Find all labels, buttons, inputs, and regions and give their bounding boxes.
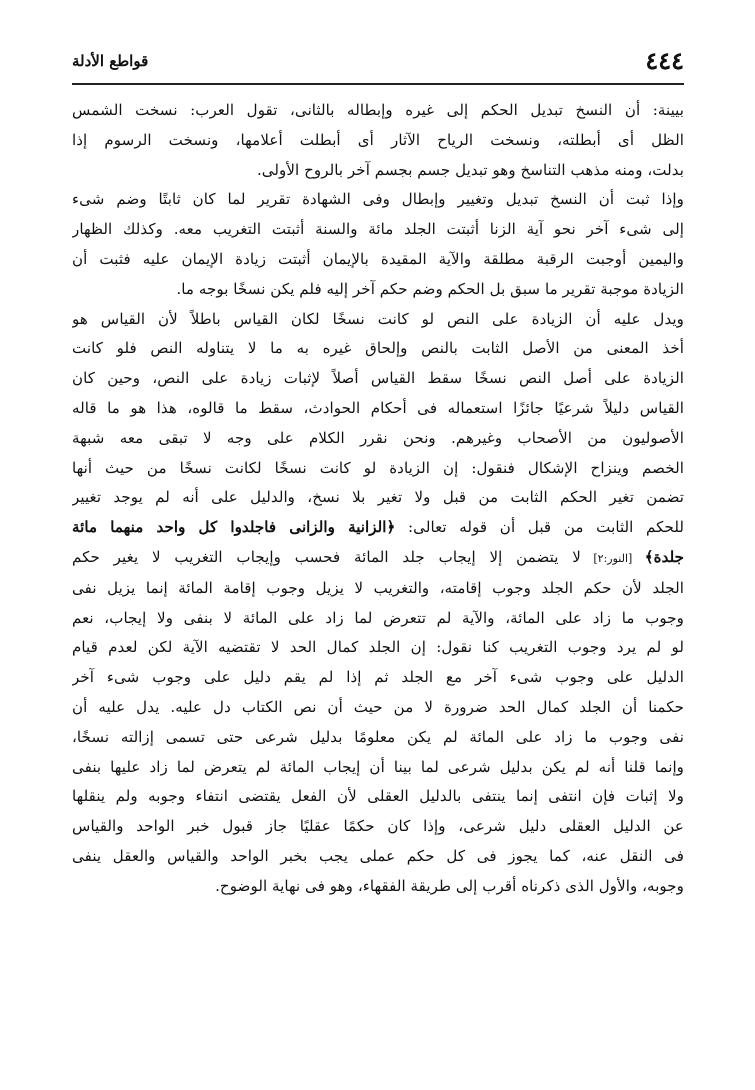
text-segment: للحكم الثابت من قبل أن قوله تعالى:: [395, 518, 684, 537]
text-line: القياس دليلاً شرعيًا جائزًا استعماله فى أحكام الحوادث، سقط ما قالوه، هذا هو ما قاله: [72, 398, 684, 417]
text-line: الظل أى أبطلته، ونسخت الرياح الآثار أى أبطلت أعلامها، ونسخت الرسوم إذا: [72, 130, 684, 149]
text-line: ويدل عليه أن الزيادة على النص لو كانت نسخًا لكان القياس باطلاً لأن القياس هو: [72, 309, 684, 328]
text-line: أخذ المعنى من الأصل الثابت بالنص وإلحاق غيره به ما لا يتناوله النص فلو كانت: [72, 339, 684, 358]
text-line: وجوب ما زاد على المائة، والآية لم تتعرض لما زاد على المائة لا بنفى ولا إيجاب، نعم: [72, 608, 684, 627]
text-line: الخصم وينزاح الإشكال فنقول: إن الزيادة لو كانت نسخًا لكانت نسخًا من حيث أنها: [72, 458, 684, 477]
text-line: ولا إثبات فإن انتفى إنما ينتفى بالدليل العقلى لأن الفعل يقتضى انتفاء وجوبه ولم ينقلها: [72, 787, 684, 806]
text-line: الزيادة موجبة تقرير ما سبق بل الحكم وضم حكم آخر إليه فلم يكن نسخًا بوجه ما.: [176, 279, 684, 298]
text-line: نفى وجوب ما زاد على المائة لم يكن معلومًا بدليل شرعى حتى تسمى إزالته نسخًا،: [72, 727, 684, 746]
text-line: بدلت، ومنه مذهب التناسخ وهو تبديل جسم بجسم آخر بالروح الأولى.: [256, 160, 684, 179]
quran-verse: جلدة﴾: [644, 547, 684, 566]
text-line: حكمنا أن الجلد كمال الحد ضرورة لا من حيث أن نص الكتاب دل عليه. يدل عليه أن: [72, 697, 684, 716]
text-line: [72, 543, 684, 574]
verse-reference: [النور:٢]: [580, 551, 645, 565]
text-line: الأصوليون من الأصحاب وغيرهم. ونحن نقرر الكلام على وجه لا تبقى معه شبهة: [72, 428, 684, 447]
quran-verse: ﴿الزانية والزانى فاجلدوا كل واحد منهما مائة: [72, 518, 396, 537]
text-line: وإذا ثبت أن النسخ تبديل وتغيير وإبطال وفى الشهادة تقرير لما كان ثابتًا وضم شىء: [72, 190, 684, 209]
text-line: الجلد لأن حكم الجلد وجوب إقامته، والتغريب لا يزيل وجوب إقامة المائة إنما يزيل نفى: [72, 578, 684, 597]
text-line: الدليل على وجوب شىء آخر مع الجلد ثم إذا لم يقم دليل على وجوب شىء آخر: [72, 668, 684, 687]
text-line: بيينة: أن النسخ تبديل الحكم إلى غيره وإبطاله بالثانى، تقول العرب: نسخت الشمس: [72, 101, 684, 119]
page-header: [72, 40, 684, 84]
text-line: فى النقل عنه، كما يجوز فى كل حكم عملى يجب بخبر الواحد والقياس والعقل ينفى: [72, 846, 684, 865]
text-line: عن الدليل العقلى دليل شرعى، وإذا كان حكمًا عقليًا جاز قبول خبر الواحد والقياس: [72, 817, 684, 836]
text-line: وإنما قلنا أنه لم يكن بدليل شرعى لما بينا أن إيجاب المائة لم يتعرض لما زاد عليها بنفى: [72, 757, 684, 776]
text-line: وجوبه، والأول الذى ذكرناه أقرب إلى طريقة الفقهاء، وهو فى نهاية الوضوح.: [215, 876, 684, 895]
text-line: الزيادة على أصل النص نسخًا سقط القياس أصلاً لإثبات زيادة على النص، وحين كان: [72, 369, 684, 388]
running-title: قواطع الأدلة: [72, 52, 149, 70]
text-line: إلى شىء آخر نحو آية الزنا أثبتت الجلد مائة والسنة أثبتت التغريب معه. وكذلك الظهار: [72, 220, 684, 239]
text-line: [72, 513, 684, 543]
text-segment: لا يتضمن إلا إيجاب جلد المائة فحسب وإيجاب التغريب لا يغير حكم: [72, 547, 581, 566]
text-line: تضمن تغير الحكم الثابت من قبل ولا تغير بلا نسخ، والدليل على أنه لم يوجد تغيير: [72, 488, 684, 507]
header-rule: [72, 83, 684, 85]
page-number: ٤٤٤: [645, 46, 684, 75]
page-body: [72, 96, 684, 902]
text-line: واليمين أوجبت الرقبة مطلقة والآية المقيدة بالإيمان أثبتت زيادة الإيمان عليه فثبت أن: [72, 249, 684, 268]
text-line: لو لم يرد وجوب التغريب كنا نقول: إن الجلد كمال الحد لا تقتضيه الآية لكن لعدم قيام: [72, 638, 684, 657]
